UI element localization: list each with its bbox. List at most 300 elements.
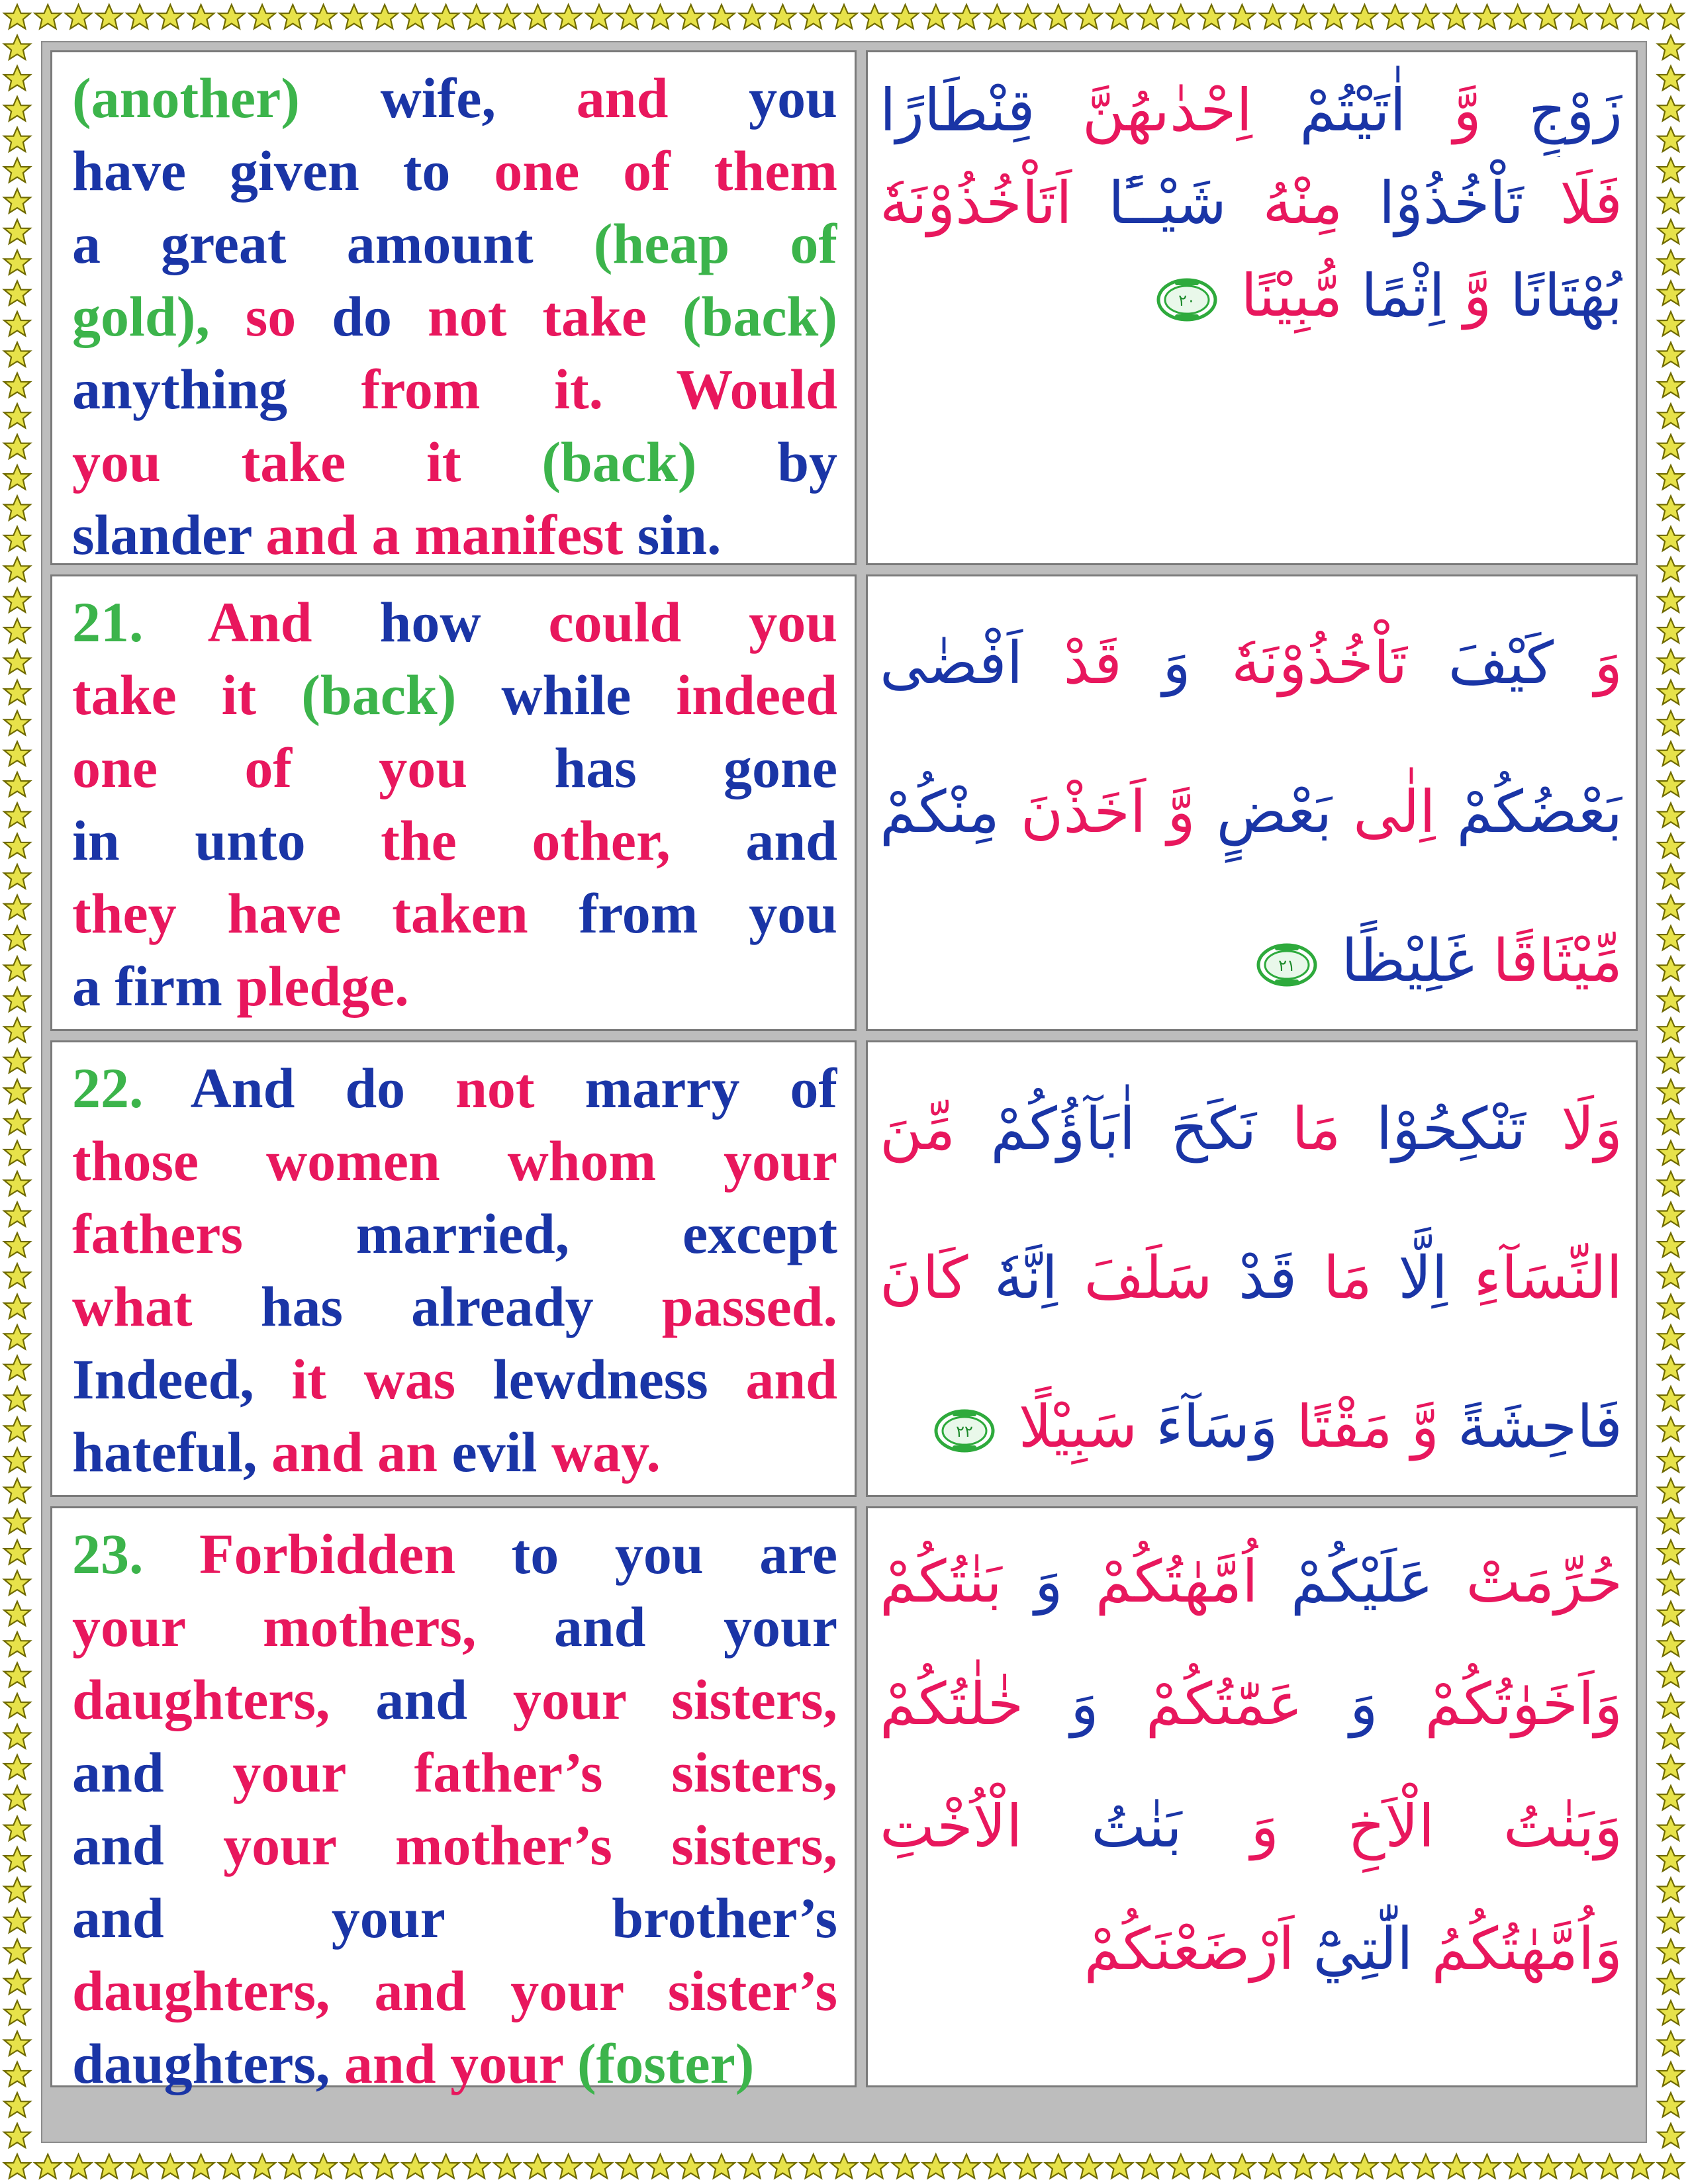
star-icon: [4, 1448, 30, 1472]
star-icon: [4, 1417, 30, 1441]
translation-word: (back): [541, 430, 697, 494]
star-icon: [4, 1847, 30, 1871]
translation-word: your: [72, 1595, 185, 1659]
star-icon: [1597, 2154, 1623, 2178]
star-icon: [831, 2154, 857, 2178]
star-icon: [341, 2154, 367, 2178]
star-icon: [892, 2154, 919, 2178]
star-icon: [1015, 5, 1041, 28]
translation-word: and: [375, 1668, 467, 1731]
star-icon: [923, 5, 949, 28]
star-icon: [1658, 1356, 1684, 1380]
star-icon: [770, 5, 796, 28]
arabic-word: زَوْجٍ: [1528, 76, 1622, 144]
arabic-word: غَلِيْظًا: [1341, 927, 1475, 995]
arabic-word: الّٰتِيْٓ: [1313, 1915, 1413, 1983]
translation-word: you: [614, 1522, 704, 1586]
translation-line: [72, 426, 837, 498]
star-icon: [4, 128, 30, 152]
star-icon: [4, 250, 30, 274]
star-icon: [1474, 5, 1501, 28]
star-icon: [1137, 5, 1164, 28]
arabic-word: فَلَا: [1560, 169, 1622, 237]
arabic-word: تَنْكِحُوْا: [1376, 1095, 1526, 1163]
arabic-word: اِلٰى: [1353, 778, 1436, 846]
star-icon: [4, 1018, 30, 1042]
translation-word: already: [411, 1275, 594, 1338]
translation-word: one: [72, 736, 158, 799]
star-icon: [1658, 1694, 1684, 1717]
arabic-word: حُرِّمَتْ: [1466, 1547, 1622, 1615]
arabic-word: اِحْدٰىهُنَّ: [1082, 76, 1253, 144]
translation-word: way.: [551, 1420, 661, 1484]
star-icon: [1658, 97, 1684, 120]
star-icon: [1658, 1724, 1684, 1748]
translation-word: and your: [374, 1959, 624, 2023]
star-icon: [1658, 1479, 1684, 1502]
translation-word: of: [623, 139, 671, 203]
translation-word: a: [72, 212, 101, 275]
translation-word: sisters,: [671, 1741, 837, 1804]
translation-word: sister’s: [667, 1959, 837, 2023]
star-icon: [1505, 2154, 1531, 2178]
star-icon: [4, 1909, 30, 1933]
translation-word: firm: [115, 954, 222, 1018]
english-translation: [50, 1040, 857, 1497]
arabic-word: وَ: [1250, 1792, 1279, 1860]
arabic-line: [880, 250, 1622, 342]
translation-word: marry: [585, 1056, 740, 1120]
star-icon: [1658, 1203, 1684, 1226]
star-icon: [157, 2154, 183, 2178]
star-icon: [1658, 435, 1684, 459]
star-icon: [34, 5, 61, 28]
ayah-number: ٢٠: [1178, 291, 1196, 310]
arabic-word: اَفْضٰى: [880, 629, 1023, 697]
star-icon: [1658, 956, 1684, 980]
star-icon: [1229, 2154, 1256, 2178]
star-icon: [218, 2154, 245, 2178]
star-icon: [371, 2154, 398, 2178]
star-icon: [831, 5, 857, 28]
translation-word: it was: [291, 1347, 456, 1411]
star-icon: [1658, 1448, 1684, 1472]
translation-word: and: [553, 1595, 646, 1659]
arabic-word: خٰلٰتُكُمْ: [880, 1670, 1024, 1738]
translation-word: by: [777, 430, 837, 494]
verse-row: [50, 574, 1638, 1031]
star-icon: [1658, 987, 1684, 1011]
star-icon: [188, 2154, 214, 2178]
arabic-line: [880, 1520, 1622, 1643]
star-icon: [1505, 5, 1531, 28]
star-icon: [708, 2154, 735, 2178]
star-icon: [4, 2124, 30, 2148]
star-icon: [1658, 1847, 1684, 1871]
star-icon: [4, 557, 30, 581]
arabic-word: اَتَاْخُذُوْنَهٗ: [880, 169, 1072, 237]
translation-line: [72, 1343, 837, 1416]
english-translation: [50, 50, 857, 565]
star-icon: [4, 1356, 30, 1380]
arabic-word: عَلَيْكُمْ: [1290, 1547, 1434, 1615]
translation-line: [72, 586, 837, 659]
translation-word: your: [223, 1813, 336, 1877]
arabic-word: اَرْضَعْنَكُمْ: [1084, 1915, 1295, 1983]
translation-word: do: [332, 285, 393, 348]
star-icon: [1045, 5, 1072, 28]
translation-line: [72, 1416, 837, 1488]
star-icon: [4, 1724, 30, 1748]
star-icon: [4, 2154, 30, 2178]
translation-word: has: [554, 736, 637, 799]
translation-word: married,: [355, 1202, 570, 1265]
translation-word: from: [579, 882, 698, 945]
star-icon: [1658, 2124, 1684, 2148]
arabic-word: الْاَخِ: [1347, 1792, 1435, 1860]
translation-word: mothers,: [262, 1595, 477, 1659]
star-icon: [1443, 5, 1470, 28]
translation-word: and: [576, 66, 669, 130]
translation-line: [72, 804, 837, 877]
translation-line: [72, 1052, 837, 1124]
star-icon: [1658, 1110, 1684, 1134]
translation-word: it.: [554, 357, 604, 421]
arabic-line: [880, 737, 1622, 886]
star-icon: [402, 2154, 429, 2178]
star-icon: [4, 649, 30, 673]
star-icon: [1658, 158, 1684, 182]
star-icon: [4, 926, 30, 950]
translation-word: has: [260, 1275, 343, 1338]
translation-word: and: [72, 1741, 164, 1804]
star-icon: [708, 5, 735, 28]
arabic-verse: [866, 50, 1638, 565]
translation-line: [72, 2027, 837, 2100]
star-icon: [1015, 2154, 1041, 2178]
star-icon: [4, 189, 30, 212]
arabic-word: قِنْطَارًا: [880, 76, 1035, 144]
star-icon: [1382, 2154, 1409, 2178]
star-icon: [1107, 2154, 1133, 2178]
star-icon: [1658, 2093, 1684, 2116]
star-icon: [525, 5, 551, 28]
star-icon: [1535, 2154, 1562, 2178]
star-icon: [4, 1755, 30, 1779]
translation-word: you: [72, 430, 161, 494]
star-icon: [4, 1387, 30, 1410]
star-icon: [1658, 1786, 1684, 1809]
star-icon: [953, 2154, 980, 2178]
arabic-word: وَاُمَّهٰتُكُمُ: [1431, 1915, 1622, 1983]
arabic-line: [880, 1643, 1622, 1765]
star-icon: [494, 5, 520, 28]
translation-word: them: [714, 139, 837, 203]
star-icon: [463, 5, 490, 28]
translation-word: and: [745, 809, 837, 872]
translation-word: are: [759, 1522, 837, 1586]
translation-word: while: [501, 663, 632, 727]
translation-word: Indeed,: [72, 1347, 254, 1411]
star-icon: [126, 5, 153, 28]
arabic-word: وَاَخَوٰتُكُمْ: [1425, 1670, 1622, 1738]
star-icon: [1198, 5, 1225, 28]
translation-line: [72, 1736, 837, 1809]
star-icon: [4, 2031, 30, 2055]
translation-word: sin.: [637, 503, 722, 567]
star-icon: [1658, 496, 1684, 520]
translation-word: could: [548, 590, 682, 654]
star-icon: [4, 1817, 30, 1841]
star-icon: [1658, 1049, 1684, 1073]
translation-word: whom your: [507, 1129, 837, 1193]
star-icon: [1290, 2154, 1317, 2178]
star-icon: [984, 2154, 1010, 2178]
translation-word: of: [244, 736, 292, 799]
star-icon: [4, 373, 30, 397]
star-icon: [249, 5, 275, 28]
arabic-word: وَ: [1035, 1547, 1063, 1615]
translation-word: And: [190, 1056, 295, 1120]
star-icon: [1658, 926, 1684, 950]
star-icon: [4, 5, 30, 28]
arabic-line: [880, 157, 1622, 250]
translation-word: of: [790, 212, 837, 275]
star-icon: [923, 2154, 949, 2178]
star-icon: [1076, 5, 1102, 28]
translation-word: and: [72, 1886, 164, 1950]
verse-row: [50, 50, 1638, 565]
star-icon: [4, 742, 30, 766]
star-icon: [1658, 1909, 1684, 1933]
star-icon: [4, 465, 30, 489]
star-icon: [494, 2154, 520, 2178]
translation-word: and an: [271, 1420, 438, 1484]
arabic-word: سَلَفَ: [1084, 1244, 1213, 1312]
arabic-word: مَا: [1291, 1095, 1341, 1163]
star-icon: [1658, 1632, 1684, 1656]
star-icon: [1658, 619, 1684, 643]
translation-word: (foster): [577, 2032, 755, 2095]
translation-word: you: [749, 66, 837, 130]
translation-word: anything: [72, 357, 288, 421]
translation-word: and a manifest: [265, 503, 624, 567]
translation-word: gone: [724, 736, 837, 799]
translation-word: do: [345, 1056, 406, 1120]
star-icon: [678, 5, 704, 28]
star-icon: [433, 2154, 459, 2178]
star-icon: [4, 1203, 30, 1226]
star-icon: [1076, 2154, 1102, 2178]
star-icon: [1443, 2154, 1470, 2178]
arabic-line: [880, 1203, 1622, 1352]
star-icon: [4, 1570, 30, 1594]
translation-word: fathers: [72, 1202, 243, 1265]
translation-word: from: [361, 357, 481, 421]
star-icon: [1321, 5, 1347, 28]
translation-word: in unto: [72, 809, 306, 872]
star-icon: [1658, 1079, 1684, 1103]
translation-word: hateful,: [72, 1420, 258, 1484]
star-icon: [739, 5, 765, 28]
translation-word: lewdness: [492, 1347, 708, 1411]
star-icon: [1658, 834, 1684, 858]
translation-word: how: [379, 590, 481, 654]
star-icon: [1658, 588, 1684, 612]
translation-line: [72, 207, 837, 280]
star-icon: [1658, 742, 1684, 766]
translation-word: pledge.: [236, 954, 409, 1018]
translation-word: great amount: [161, 212, 534, 275]
star-icon: [4, 1110, 30, 1134]
translation-word: of: [790, 1056, 837, 1120]
star-icon: [1566, 2154, 1592, 2178]
translation-word: (heap: [593, 212, 730, 275]
ayah-number: ٢١: [1278, 956, 1296, 976]
arabic-word: بَنٰتُكُمْ: [880, 1547, 1002, 1615]
star-icon: [66, 5, 92, 28]
english-translation: [50, 1506, 857, 2095]
star-icon: [4, 711, 30, 735]
arabic-word: وَ: [1594, 629, 1622, 697]
translation-line: [72, 62, 837, 134]
translation-word: 23.: [72, 1522, 144, 1586]
translation-word: daughters,: [72, 2032, 330, 2095]
arabic-word: اُمَّهٰتُكُمْ: [1095, 1547, 1258, 1615]
star-icon: [1658, 1663, 1684, 1687]
star-icon: [4, 1663, 30, 1687]
star-icon: [1658, 1817, 1684, 1841]
star-icon: [341, 5, 367, 28]
translation-word: the: [381, 809, 457, 872]
arabic-line: [880, 886, 1622, 1035]
star-icon: [371, 5, 398, 28]
star-icon: [739, 2154, 765, 2178]
star-icon: [280, 2154, 306, 2178]
star-icon: [1658, 1171, 1684, 1195]
star-icon: [586, 2154, 612, 2178]
arabic-line: [880, 1765, 1622, 1888]
star-icon: [1658, 128, 1684, 152]
arabic-word: وَ: [1349, 1670, 1378, 1738]
star-icon: [1168, 5, 1194, 28]
star-icon: [1658, 1387, 1684, 1410]
arabic-word: قَدْ: [1239, 1244, 1297, 1312]
star-icon: [1413, 2154, 1439, 2178]
translation-word: not take: [427, 285, 647, 348]
star-icon: [4, 1510, 30, 1533]
star-icon: [96, 2154, 122, 2178]
arabic-word: مَا: [1323, 1244, 1372, 1312]
star-icon: [1658, 1970, 1684, 1994]
star-icon: [4, 864, 30, 888]
arabic-word: بَنٰتُ: [1091, 1792, 1182, 1860]
translation-word: those: [72, 1129, 199, 1193]
star-icon: [1658, 1018, 1684, 1042]
star-icon: [1658, 465, 1684, 489]
star-icon: [984, 5, 1010, 28]
star-icon: [4, 312, 30, 336]
star-icon: [4, 588, 30, 612]
translation-word: a: [72, 954, 101, 1018]
star-icon: [1658, 66, 1684, 90]
arabic-line: [880, 1352, 1622, 1501]
star-icon: [66, 2154, 92, 2178]
arabic-word: وَ: [1162, 629, 1191, 697]
translation-word: it: [426, 430, 461, 494]
star-icon: [157, 5, 183, 28]
translation-word: your: [724, 1595, 837, 1659]
translation-line: [72, 731, 837, 804]
star-icon: [4, 1325, 30, 1349]
star-icon: [1382, 5, 1409, 28]
translation-line: [72, 659, 837, 731]
star-icon: [4, 1171, 30, 1195]
translation-word: women: [265, 1129, 440, 1193]
star-icon: [188, 5, 214, 28]
star-icon: [4, 1233, 30, 1257]
star-icon: [1413, 5, 1439, 28]
translation-word: 22.: [72, 1056, 144, 1120]
star-icon: [1658, 2062, 1684, 2086]
arabic-word: بُهْتَانًا: [1510, 261, 1622, 330]
arabic-word: شَيْــًٔا: [1108, 169, 1227, 237]
translation-line: [72, 1518, 837, 1590]
star-icon: [4, 803, 30, 827]
star-icon: [861, 2154, 888, 2178]
star-icon: [34, 2154, 61, 2178]
arabic-word: وَبَنٰتُ: [1503, 1792, 1622, 1860]
star-icon: [1566, 5, 1592, 28]
arabic-word: اِنَّهٗ: [994, 1244, 1058, 1312]
star-icon: [433, 5, 459, 28]
star-icon: [1658, 2154, 1684, 2178]
star-icon: [402, 5, 429, 28]
star-icon: [1658, 1417, 1684, 1441]
star-icon: [1658, 373, 1684, 397]
star-icon: [1535, 5, 1562, 28]
verse-row: [50, 1506, 1638, 2095]
arabic-word: كَيْفَ: [1448, 629, 1554, 697]
star-icon: [1658, 895, 1684, 919]
translation-word: Would: [676, 357, 837, 421]
arabic-word: تَاْخُذُوْا: [1378, 169, 1524, 237]
star-icon: [1658, 1540, 1684, 1564]
translation-word: and: [72, 1813, 164, 1877]
translation-word: (another): [72, 66, 300, 130]
translation-word: take: [241, 430, 346, 494]
star-icon: [892, 5, 919, 28]
star-icon: [1658, 1233, 1684, 1257]
verse-row: [50, 1040, 1638, 1497]
star-icon: [1352, 2154, 1378, 2178]
star-icon: [1474, 2154, 1501, 2178]
star-icon: [4, 281, 30, 305]
arabic-word: مِنْهُ: [1262, 169, 1343, 237]
star-icon: [4, 435, 30, 459]
star-icon: [4, 1632, 30, 1656]
star-icon: [4, 158, 30, 182]
translation-word: and: [745, 1347, 837, 1411]
translation-word: (back): [682, 285, 837, 348]
arabic-word: سَبِيْلًا: [1018, 1392, 1138, 1461]
arabic-line: [880, 1054, 1622, 1203]
arabic-verse: [866, 1506, 1638, 2087]
translation-word: to: [511, 1522, 559, 1586]
arabic-line: [880, 1888, 1622, 2010]
star-icon: [1107, 5, 1133, 28]
star-icon: [1658, 1755, 1684, 1779]
